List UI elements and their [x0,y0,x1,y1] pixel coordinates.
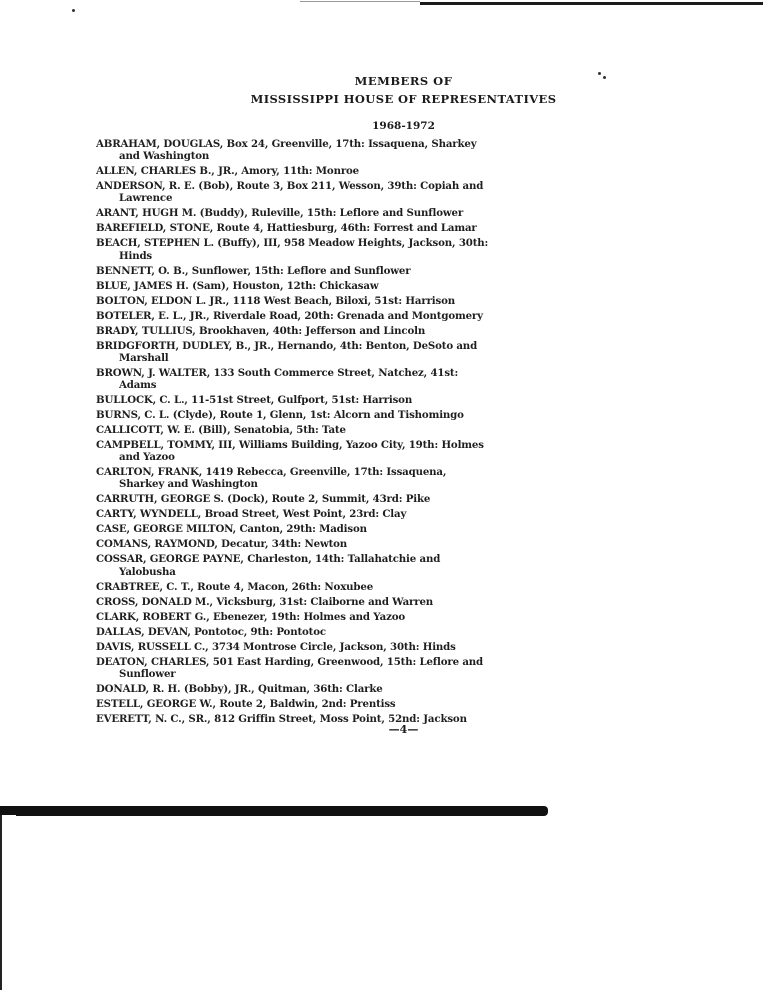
member-entry: CROSS, DONALD M., Vicksburg, 31st: Claiborne and Warren [96,595,434,608]
member-entry: CASE, GEORGE MILTON, Canton, 29th: Madison [96,523,367,536]
member-entry: ESTELL, GEORGE W., Route 2, Baldwin, 2nd: Prentiss [96,697,396,710]
page-subtitle: MISSISSIPPI HOUSE OF REPRESENTATIVES [250,92,557,106]
scan-top-border [420,2,763,5]
member-entry: BLUE, JAMES H. (Sam), Houston, 12th: Chickasaw [96,279,379,292]
member-entry: BURNS, C. L. (Clyde), Route 1, Glenn, 1st: Alcorn and Tishomingo [96,409,464,422]
member-entry: BOTELER, E. L., JR., Riverdale Road, 20th: Grenada and Montgomery [96,309,483,322]
member-list [96,138,492,728]
member-entry: ALLEN, CHARLES B., JR., Amory, 11th: Monroe [96,165,360,178]
member-entry: EVERETT, N. C., SR., 812 Griffin Street, Moss Point, 52nd: Jackson [96,712,467,725]
member-entry: CARTY, WYNDELL, Broad Street, West Point, 23rd: Clay [96,508,407,521]
member-entry: CAMPBELL, TOMMY, III, Williams Building, Yazoo City, 19th: Holmes and Yazoo [96,439,484,464]
member-entry: BEACH, STEPHEN L. (Buffy), III, 958 Meadow Heights, Jackson, 30th: Hinds [96,237,489,262]
scan-bottom-border [0,806,548,816]
member-entry: DONALD, R. H. (Bobby), JR., Quitman, 36th: Clarke [96,682,383,695]
member-entry: COSSAR, GEORGE PAYNE, Charleston, 14th: Tallahatchie and Yalobusha [96,553,441,578]
member-entry: CLARK, ROBERT G., Ebenezer, 19th: Holmes and Yazoo [96,610,406,623]
page-number: —4— [388,723,419,736]
member-entry: DEATON, CHARLES, 501 East Harding, Greenwood, 15th: Leflore and Sunflower [96,655,484,680]
member-entry: ARANT, HUGH M. (Buddy), Ruleville, 15th: Leflore and Sunflower [96,207,464,220]
member-entry: BROWN, J. WALTER, 133 South Commerce Street, Natchez, 41st: Adams [96,366,459,392]
member-entry: BENNETT, O. B., Sunflower, 15th: Leflore and Sunflower [96,264,411,277]
scan-speck [72,9,75,12]
member-entry: BRIDGFORTH, DUDLEY, B., JR., Hernando, 4th: Benton, DeSoto and Marshall [96,339,478,364]
member-entry: DALLAS, DEVAN, Pontotoc, 9th: Pontotoc [96,625,326,638]
member-entry: BULLOCK, C. L., 11-51st Street, Gulfport, 51st: Harrison [96,394,413,407]
member-entry: COMANS, RAYMOND, Decatur, 34th: Newton [96,538,348,551]
member-entry: ABRAHAM, DOUGLAS, Box 24, Greenville, 17th: Issaquena, Sharkey and Washington [96,138,477,163]
member-entry: BAREFIELD, STONE, Route 4, Hattiesburg, 46th: Forrest and Lamar [96,222,477,235]
member-entry: BRADY, TULLIUS, Brookhaven, 40th: Jefferson and Lincoln [96,324,426,337]
scan-left-edge [0,815,16,990]
member-entry: CARLTON, FRANK, 1419 Rebecca, Greenville, 17th: Issaquena, Sharkey and Washington [96,466,447,491]
term-years: 1968-1972 [372,120,435,132]
member-entry: DAVIS, RUSSELL C., 3734 Montrose Circle, Jackson, 30th: Hinds [96,640,456,653]
member-entry: ANDERSON, R. E. (Bob), Route 3, Box 211, Wesson, 39th: Copiah and Lawrence [96,180,484,205]
member-entry: CARRUTH, GEORGE S. (Dock), Route 2, Summit, 43rd: Pike [96,493,431,506]
scan-edge-line [300,1,420,2]
page-title: MEMBERS OF [354,74,453,88]
member-entry: CALLICOTT, W. E. (Bill), Senatobia, 5th: Tate [96,424,346,437]
member-entry: BOLTON, ELDON L. JR., 1118 West Beach, Biloxi, 51st: Harrison [96,294,455,307]
member-entry: CRABTREE, C. T., Route 4, Macon, 26th: Noxubee [96,580,374,593]
